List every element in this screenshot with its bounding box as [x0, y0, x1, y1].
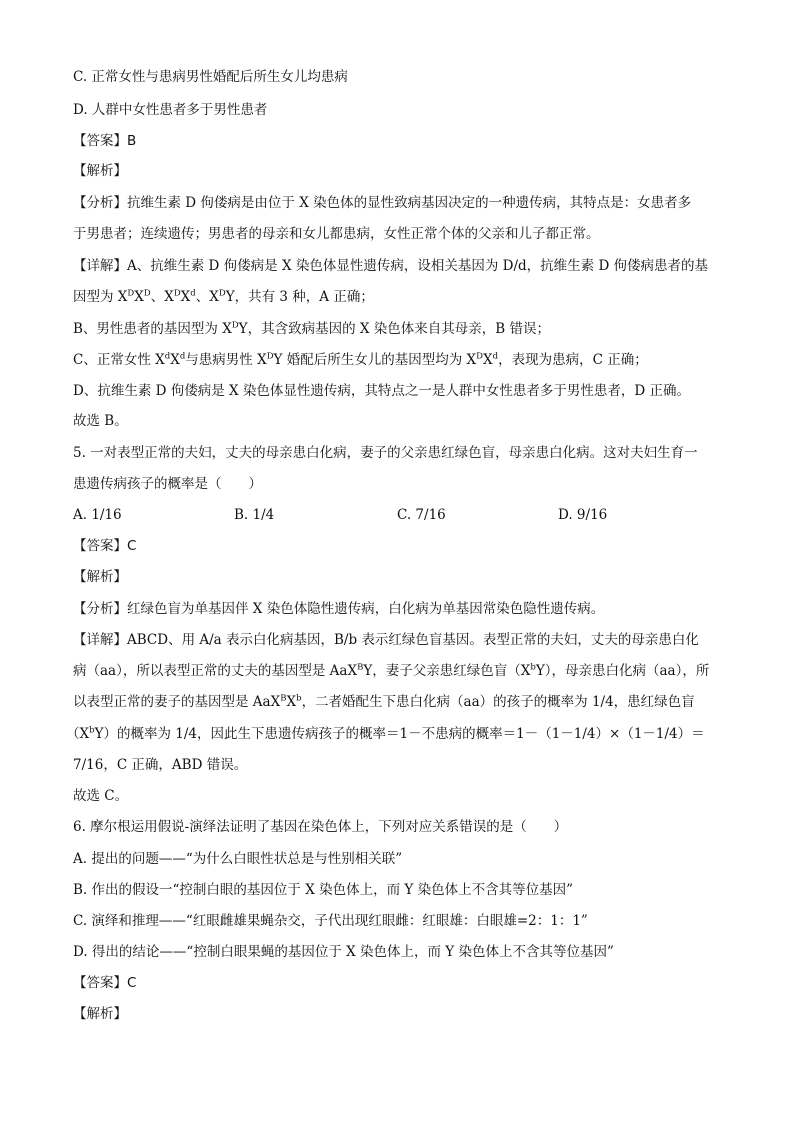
genotype-XDXd: $X^DX^d$、: [164, 288, 210, 305]
genotype-AaXBY: AaX$^B$Y: [329, 662, 373, 679]
detail-c-line: C、正常女性 $X^dX^d$与患病男性 $X^DY$ 婚配后所生女儿的基因型均为 $X^DX^d$，表现为患病，C 正确；: [73, 351, 648, 368]
q5-option-a: A. 1/16: [73, 507, 122, 523]
detail2-text-5: 7/16，C 正确，ABD 错误。: [73, 757, 248, 773]
genotype-AaXBXb: $AaX^BX^b$: [252, 693, 302, 710]
analysis-text-2: 于男患者；连续遗传；男患者的母亲和女儿都患病，女性正常个体的父亲和儿子都正常。: [73, 226, 600, 242]
genotype-XDY: $X^DY$: [209, 288, 235, 305]
conclusion-1: 故选 B。: [73, 413, 128, 429]
question-6: 6. 摩尔根运用假说-演绎法证明了基因在染色体上，下列对应关系错误的是（ ）: [73, 819, 568, 835]
answer-label-3: 【答案】C: [73, 975, 137, 991]
analysis-label-2: 【解析】: [73, 569, 127, 585]
answer-label-2: 【答案】C: [73, 538, 137, 554]
genotype-XDY-3: $X^DY$: [257, 351, 283, 368]
q5-option-b: B. 1/4: [234, 507, 275, 523]
detail-text-2-pre: 因型为: [73, 289, 118, 305]
genotype-XbY: $X^bY$: [520, 662, 545, 679]
detail2-text-4: $(X^bY)$的概率为 1/4，因此生下患遗传病孩子的概率＝1－不患病的概率＝1－（1－1/4）×（1－1/4）＝: [66, 725, 705, 742]
detail2-text-3: 以表型正常的妻子的基因型是 $AaX^BX^b$，二者婚配生下患白化病（aa）的孩子的概率为 1/4，患红绿色盲: [73, 693, 695, 710]
question-5-line-1: 5. 一对表型正常的夫妇，丈夫的母亲患白化病，妻子的父亲患红绿色盲，母亲患白化病。这对夫妇生育一: [73, 445, 698, 461]
q5-option-d: D. 9/16: [558, 507, 608, 523]
conclusion-2: 故选 C。: [73, 788, 129, 804]
detail-text-1: 【详解】A、抗维生素 D 佝偻病是 X 染色体显性遗传病，设相关基因为 D/d，抗维生素 D 佝偻病患者的基: [73, 258, 709, 274]
genotype-XdXd: $X^dX^d$: [155, 351, 186, 368]
detail-text-2: [73, 288, 374, 306]
genotype-XbY-2: $X^bY$: [79, 725, 104, 742]
option-c-line: C. 正常女性与患病男性婚配后所生女儿均患病: [73, 69, 348, 85]
genotype-XDXd-2: $X^DX^d$: [466, 351, 499, 368]
q5-option-c: C. 7/16: [397, 507, 446, 523]
detail-b-line: B、男性患者的基因型为 $X^DY$，其含致病基因的 X 染色体来自其母亲，B 错误；: [73, 320, 550, 337]
genotype-XDXD: $X^DX^D$、: [117, 288, 165, 305]
q6-option-d: D. 得出的结论——“控制白眼果蝇的基因位于 X 染色体上，而 Y 染色体上不含其等位基因”: [73, 944, 614, 960]
analysis-text-1: 【分析】抗维生素 D 佝偻病是由位于 X 染色体的显性致病基因决定的一种遗传病，其特点是：女患者多: [73, 195, 692, 211]
genotype-XDY-2: $X^DY$: [222, 320, 248, 337]
answer-label: 【答案】B: [73, 133, 137, 149]
q6-option-a: A. 提出的问题——“为什么白眼性状总是与性别相关联”: [73, 851, 403, 867]
analysis2-text: 【分析】红绿色盲为单基因伴 X 染色体隐性遗传病，白化病为单基因常染色隐性遗传病。: [73, 601, 605, 617]
detail2-text-2: 病（aa），所以表型正常的丈夫的基因型是 AaX$^B$Y，妻子父亲患红绿色盲$(X^bY)$，母亲患白化病（aa），所: [73, 662, 710, 679]
q6-option-c: C. 演绎和推理——“红眼雌雄果蝇杂交，子代出现红眼雌：红眼雄：白眼雄=2：1：1”: [73, 913, 588, 929]
option-d-line: D. 人群中女性患者多于男性患者: [73, 102, 268, 118]
question-5-line-2: 患遗传病孩子的概率是（ ）: [73, 476, 262, 492]
analysis-label-3: 【解析】: [73, 1006, 127, 1022]
q6-option-b: B. 作出的假设一“控制白眼的基因位于 X 染色体上，而 Y 染色体上不含其等位基因”: [73, 882, 573, 898]
detail2-text-1: 【详解】ABCD、用 A/a 表示白化病基因，B/b 表示红绿色盲基因。表型正常的夫妇，丈夫的母亲患白化: [73, 632, 699, 648]
analysis-label: 【解析】: [73, 163, 127, 179]
detail-d-line: D、抗维生素 D 佝偻病是 X 染色体显性遗传病，其特点之一是人群中女性患者多于男性患者，D 正确。: [73, 383, 691, 399]
detail-text-2-post: ，共有 3 种，A 正确；: [234, 289, 374, 305]
